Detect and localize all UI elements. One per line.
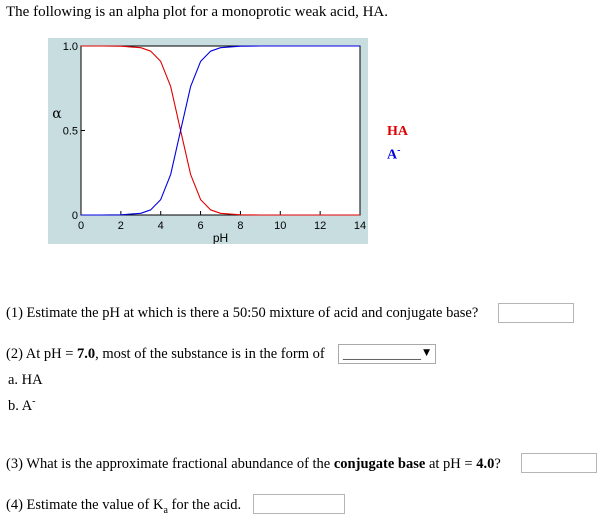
- legend-a-label: A: [387, 147, 398, 163]
- x-tick-label: 2: [117, 220, 124, 232]
- alpha-plot-svg: [48, 38, 368, 244]
- option-b-charge: -: [32, 396, 36, 407]
- q2-ph-value: 7.0: [77, 346, 96, 362]
- q4-text-before: (4) Estimate the value of K: [6, 497, 164, 513]
- y-tick-label: 0.5: [62, 125, 78, 138]
- question-1: (1) Estimate the pH at which is there a 50:50 mixture of acid and conjugate base?: [6, 305, 479, 321]
- legend-ha: HA: [387, 124, 408, 139]
- x-tick-label: 4: [157, 220, 164, 232]
- question-4: [6, 497, 241, 516]
- alpha-plot: [48, 38, 368, 244]
- q3-ph-value: 4.0: [476, 456, 495, 472]
- x-tick-label: 14: [353, 220, 367, 232]
- legend-a-charge: -: [397, 145, 401, 156]
- legend-a: [387, 145, 400, 164]
- answer-4-input[interactable]: [253, 494, 345, 514]
- intro-text: The following is an alpha plot for a monoprotic weak acid, HA.: [6, 4, 388, 20]
- q3-bold-text: conjugate base: [333, 456, 426, 472]
- option-a: a. HA: [8, 372, 43, 388]
- q2-text-before: (2) At pH =: [6, 346, 78, 362]
- q3-text-middle: at pH =: [425, 456, 477, 472]
- y-tick-label: 1.0: [62, 41, 78, 53]
- x-tick-label: 8: [237, 220, 244, 232]
- dropdown-arrow-icon: ▼: [423, 348, 430, 358]
- q2-text-after: , most of the substance is in the form of: [95, 346, 325, 362]
- y-axis-label: α: [52, 106, 62, 122]
- y-tick-label: 0: [71, 210, 78, 222]
- question-2: [6, 346, 325, 363]
- x-axis-label: pH: [212, 231, 229, 244]
- question-3: [6, 456, 501, 473]
- plot-area: [81, 46, 360, 215]
- q4-subscript: a: [163, 504, 168, 516]
- x-tick-label: 10: [274, 220, 287, 232]
- answer-2-select[interactable]: [338, 344, 436, 364]
- option-b-label: b. A: [8, 397, 33, 414]
- answer-2-select-value: ____________: [343, 346, 421, 361]
- q4-text-after: for the acid.: [167, 497, 242, 513]
- x-tick-label: 0: [77, 220, 85, 232]
- x-tick-label: 12: [314, 220, 327, 232]
- answer-3-input[interactable]: [521, 453, 597, 473]
- answer-1-input[interactable]: [498, 303, 574, 323]
- option-b: [8, 396, 36, 415]
- x-tick-label: 6: [197, 220, 204, 232]
- q3-text-after: ?: [494, 456, 501, 472]
- q3-text-before: (3) What is the approximate fractional abundance of the: [6, 456, 334, 472]
